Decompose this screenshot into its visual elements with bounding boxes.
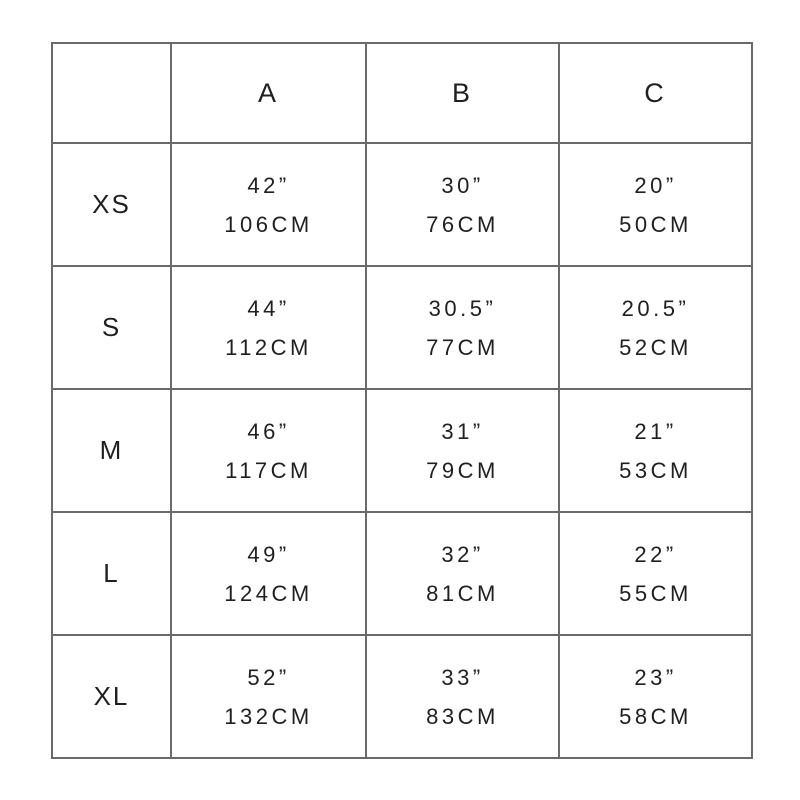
measurement-cell (366, 143, 559, 266)
measurement-inches: 31” (441, 418, 484, 444)
column-header-b: B (366, 43, 559, 143)
measurement-cm: 58CM (619, 703, 692, 729)
measurement-cell (366, 512, 559, 635)
table-row-xl (52, 635, 752, 758)
measurement-inches: 30.5” (428, 295, 497, 321)
row-label-s: S (52, 266, 171, 389)
measurement-cm: 55CM (619, 580, 692, 606)
measurement-inches: 42” (247, 172, 290, 198)
measurement-cell (171, 635, 366, 758)
column-header-a: A (171, 43, 366, 143)
measurement-cell (171, 512, 366, 635)
row-label-xl: XL (52, 635, 171, 758)
size-chart-table (51, 42, 753, 759)
measurement-cm: 117CM (225, 457, 312, 483)
measurement-cm: 53CM (619, 457, 692, 483)
column-header-c: C (559, 43, 752, 143)
measurement-cm: 132CM (224, 703, 313, 729)
measurement-cm: 79CM (426, 457, 499, 483)
row-label-l: L (52, 512, 171, 635)
measurement-cell (559, 389, 752, 512)
measurement-inches: 21” (634, 418, 677, 444)
measurement-cm: 106CM (224, 211, 313, 237)
measurement-cell (559, 512, 752, 635)
measurement-cell (366, 389, 559, 512)
measurement-cm: 52CM (619, 334, 692, 360)
table-row-l (52, 512, 752, 635)
measurement-cell (171, 389, 366, 512)
measurement-cm: 77CM (426, 334, 499, 360)
measurement-inches: 46” (247, 418, 290, 444)
measurement-inches: 32” (441, 541, 484, 567)
corner-cell (52, 43, 171, 143)
measurement-cm: 124CM (224, 580, 313, 606)
table-row-xs (52, 143, 752, 266)
measurement-cell (171, 266, 366, 389)
measurement-cell (171, 143, 366, 266)
measurement-inches: 49” (247, 541, 290, 567)
measurement-inches: 22” (634, 541, 677, 567)
measurement-inches: 20” (634, 172, 677, 198)
table-row-m (52, 389, 752, 512)
measurement-inches: 20.5” (621, 295, 690, 321)
row-label-xs: XS (52, 143, 171, 266)
row-label-m: M (52, 389, 171, 512)
measurement-inches: 23” (634, 664, 677, 690)
measurement-cm: 81CM (426, 580, 499, 606)
measurement-cell (559, 635, 752, 758)
measurement-cm: 76CM (426, 211, 499, 237)
measurement-inches: 33” (441, 664, 484, 690)
measurement-inches: 30” (441, 172, 484, 198)
header-row (52, 43, 752, 143)
measurement-cell (366, 266, 559, 389)
measurement-cm: 112CM (225, 334, 312, 360)
measurement-cell (559, 143, 752, 266)
table-row-s (52, 266, 752, 389)
measurement-inches: 52” (247, 664, 290, 690)
measurement-cm: 50CM (619, 211, 692, 237)
measurement-inches: 44” (247, 295, 290, 321)
measurement-cm: 83CM (426, 703, 499, 729)
measurement-cell (559, 266, 752, 389)
measurement-cell (366, 635, 559, 758)
